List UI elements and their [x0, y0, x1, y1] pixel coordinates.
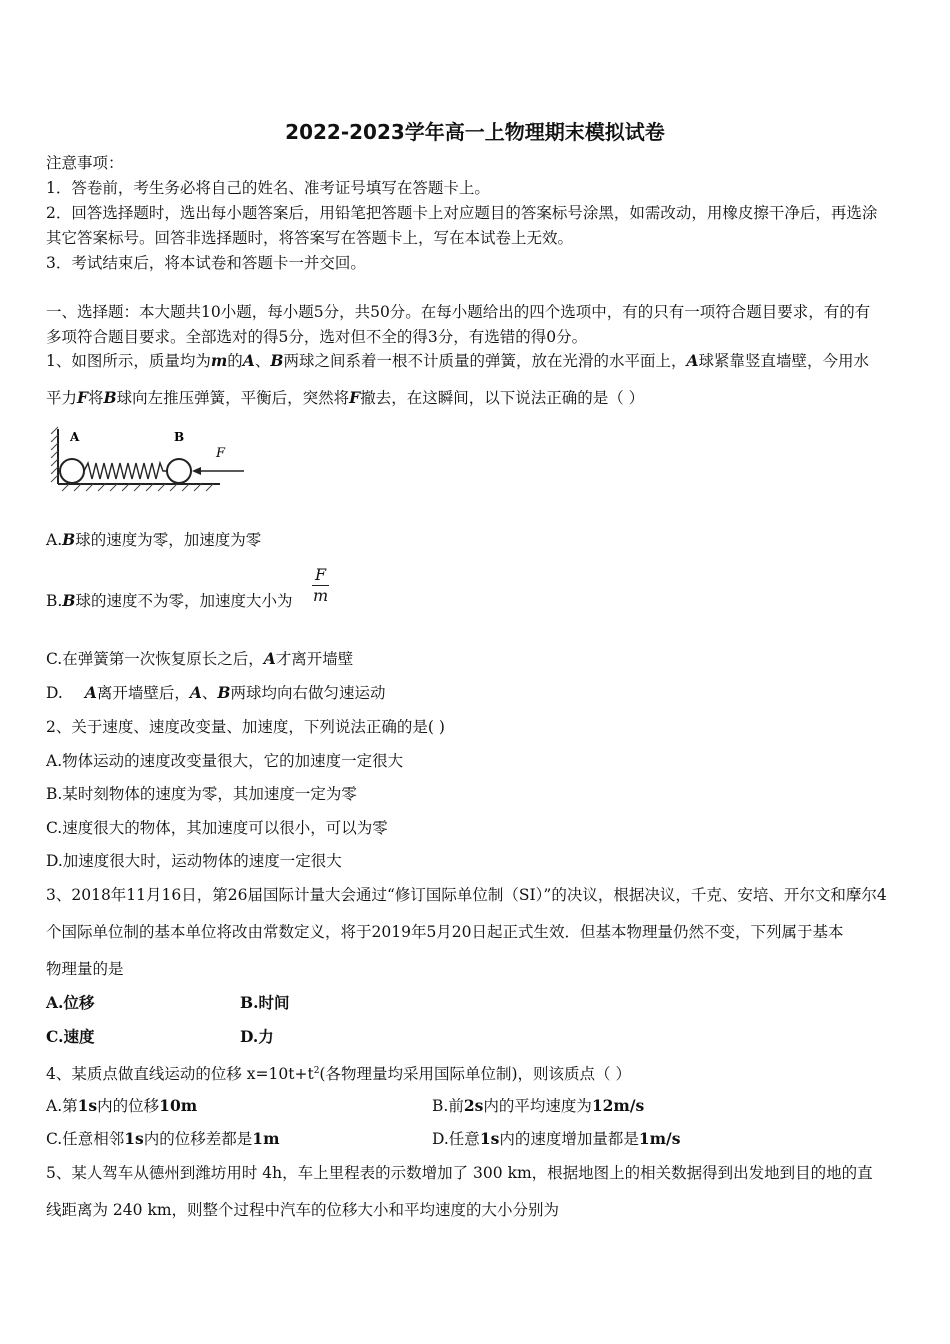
notice-heading: 注意事项： — [46, 154, 124, 172]
q2-option-d: D.加速度很大时，运动物体的速度一定很大 — [46, 852, 342, 870]
q2-option-a: A.物体运动的速度改变量很大，它的加速度一定很大 — [46, 752, 404, 770]
q3-stem-line-1: 3、2018年11月16日，第26届国际计量大会通过“修订国际单位制（SI）”的决议，根据决议，千克、安培、开尔文和摩尔4 — [46, 886, 887, 904]
q3-option-d: D.力 — [240, 1027, 274, 1046]
q3-stem-line-3: 物理量的是 — [46, 960, 124, 978]
q1-option-b: B.B球的速度不为零，加速度大小为 — [46, 591, 293, 610]
spring — [84, 463, 167, 479]
q1-option-a: A.B球的速度为零，加速度为零 — [46, 530, 262, 549]
q2-option-b: B.某时刻物体的速度为零，其加速度一定为零 — [46, 785, 357, 803]
q3-option-c: C.速度 — [46, 1027, 95, 1046]
q4-option-b: B.前2s内的平均速度为12m/s — [432, 1096, 645, 1115]
ball-a — [60, 459, 84, 483]
q1-fraction: $\frac{F}{m}$ — [312, 565, 329, 605]
ball-b — [167, 459, 191, 483]
q2-option-c: C.速度很大的物体，其加速度可以很小，可以为零 — [46, 819, 388, 837]
page-title: 2022-2023学年高一上物理期末模拟试卷 — [285, 120, 665, 144]
notice-item-1: 1．答卷前，考生务必将自己的姓名、准考证号填写在答题卡上。 — [46, 179, 490, 197]
q2-stem: 2、关于速度、速度改变量、加速度，下列说法正确的是( ) — [46, 718, 445, 736]
label-b: B — [174, 430, 185, 444]
q5-stem-line-1: 5、某人驾车从德州到潍坊用时 4h，车上里程表的示数增加了 300 km，根据地图上的相关数据得到出发地到目的地的直 — [46, 1164, 873, 1182]
q1-option-c: C.在弹簧第一次恢复原长之后，A才离开墙壁 — [46, 649, 354, 668]
q4-option-c: C.任意相邻1s内的位移差都是1m — [46, 1129, 280, 1148]
label-a: A — [70, 430, 80, 444]
section-heading-line-2: 多项符合题目要求。全部选对的得5分，选对但不全的得3分，有选错的得0分。 — [46, 328, 588, 346]
spring-figure — [48, 424, 248, 494]
q3-stem-line-2: 个国际单位制的基本单位将改由常数定义，将于2019年5月20日起正式生效．但基本物理量仍然不变，下列属于基本 — [46, 923, 844, 941]
notice-item-2-line-2: 其它答案标号。回答非选择题时，将答案写在答题卡上，写在本试卷上无效。 — [46, 229, 574, 247]
q5-stem-line-2: 线距离为 240 km，则整个过程中汽车的位移大小和平均速度的大小分别为 — [46, 1201, 560, 1219]
q4-option-a: A.第1s内的位移10m — [46, 1096, 198, 1115]
q1-stem-line-2: 平力F将B球向左推压弹簧，平衡后，突然将F撤去，在这瞬间，以下说法正确的是（ ） — [46, 388, 645, 407]
notice-item-3: 3．考试结束后，将本试卷和答题卡一并交回。 — [46, 254, 366, 272]
q4-stem: 4、某质点做直线运动的位移 $x=10t+t^2$(各物理量均采用国际单位制)，则该质点（ ） — [46, 1065, 631, 1084]
q4-option-d: D.任意1s内的速度增加量都是1m/s — [432, 1129, 681, 1148]
q3-option-b: B.时间 — [240, 993, 290, 1012]
label-f: F — [216, 446, 226, 461]
q1-stem-line-1: 1、如图所示，质量均为m的A、B两球之间系着一根不计质量的弹簧，放在光滑的水平面上，A球紧靠竖直墙壁，今用水 — [46, 351, 870, 370]
section-heading-line-1: 一、选择题：本大题共10小题，每小题5分，共50分。在每小题给出的四个选项中，有的只有一项符合题目要求，有的有 — [46, 303, 871, 321]
q1-option-d: D. A离开墙壁后，A、B两球均向右做匀速运动 — [46, 683, 386, 702]
notice-item-2-line-1: 2．回答选择题时，选出每小题答案后，用铅笔把答题卡上对应题目的答案标号涂黑，如需改动，用橡皮擦干净后，再选涂 — [46, 204, 878, 222]
q3-option-a: A.位移 — [46, 993, 95, 1012]
